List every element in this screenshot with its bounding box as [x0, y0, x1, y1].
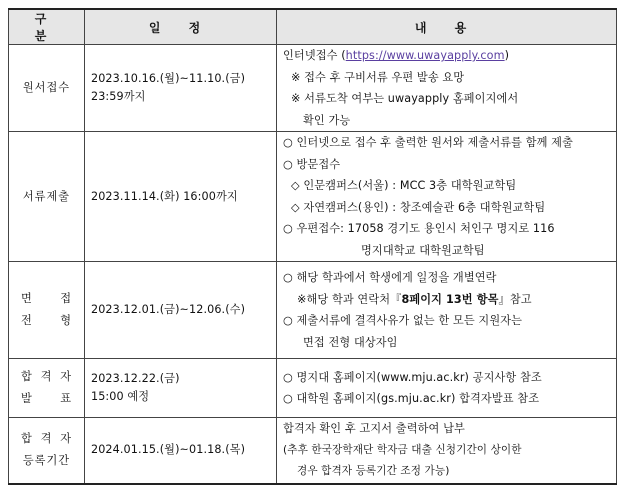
- content-line: ○ 해당 학과에서 학생에게 일정을 개별연락: [283, 271, 497, 284]
- schedule-line: 2023.12.22.(금): [91, 372, 180, 385]
- row-category: [9, 418, 85, 484]
- content-text: ): [504, 49, 510, 62]
- content-line: ○ 명지대 홈페이지(www.mju.ac.kr) 공지사항 참조: [283, 370, 542, 384]
- category-char: 발: [21, 392, 33, 405]
- content-line: ○ 제출서류에 결격사유가 없는 한 모든 지원자는: [283, 314, 523, 327]
- category-char: 격: [40, 432, 53, 446]
- category-line: [15, 310, 78, 332]
- content-line: (추후 한국장학재단 학자금 대출 신청기간이 상이한: [283, 443, 522, 456]
- content-text-bold: 8페이지 13번 항목: [401, 292, 499, 306]
- table-row-documents: [9, 132, 617, 262]
- category-line: [15, 428, 78, 450]
- content-line: ○ 대학원 홈페이지(gs.mju.ac.kr) 합격자발표 참조: [283, 392, 540, 405]
- category-char: 형: [60, 314, 72, 327]
- category-char: 합: [21, 370, 33, 383]
- category-char: 면: [21, 292, 33, 305]
- row-schedule: [85, 262, 277, 359]
- content-line: ○ 방문접수: [283, 157, 341, 171]
- schedule-line: 2024.01.15.(월)~01.18.(목): [91, 443, 246, 457]
- category-char: 자: [60, 432, 72, 446]
- row-schedule: [85, 418, 277, 484]
- row-content: [277, 45, 617, 132]
- category-char: 표: [60, 392, 72, 405]
- row-category: 원서접수: [9, 45, 85, 132]
- content-line: 경우 합격자 등록기간 조정 가능): [297, 465, 450, 477]
- content-line: 확인 가능: [303, 113, 351, 127]
- table-row-application: [9, 45, 617, 132]
- category-char: 접: [60, 292, 72, 305]
- row-content: [277, 132, 617, 262]
- content-line: ※ 서류도착 여부는 uwayapply 홈페이지에서: [291, 92, 519, 105]
- schedule-line: 2023.12.01.(금)~12.06.(수): [91, 303, 246, 316]
- category-line: [15, 388, 78, 410]
- row-schedule: [85, 132, 277, 262]
- uwayapply-link[interactable]: https://www.uwayapply.com: [345, 49, 505, 62]
- content-line: [283, 289, 610, 311]
- schedule-line: 2023.10.16.(월)~11.10.(금): [91, 72, 246, 85]
- content-text: ※해당 학과 연락처『: [297, 292, 402, 306]
- header-category: 구 분: [9, 9, 85, 45]
- category-line: [15, 288, 78, 310]
- table-row-interview: [9, 262, 617, 359]
- category-char: 격: [40, 370, 53, 383]
- schedule-line: 15:00 예정: [91, 390, 150, 403]
- table-row-registration: [9, 418, 617, 484]
- content-text: 』참고: [498, 292, 532, 306]
- category-char: 전: [21, 314, 33, 327]
- row-content: [277, 418, 617, 484]
- category-line: [15, 366, 78, 388]
- table-header-row: [9, 9, 617, 45]
- header-content: 내 용: [277, 9, 617, 45]
- content-line: ※ 접수 후 구비서류 우편 발송 요망: [291, 70, 465, 84]
- category-char: 자: [60, 370, 72, 383]
- content-line: 면접 전형 대상자임: [303, 335, 398, 349]
- content-text: 인터넷접수 (: [283, 49, 346, 62]
- row-content: [277, 262, 617, 359]
- category-line: 등록기간: [22, 454, 71, 468]
- content-line: ◇ 자연캠퍼스(용인) : 창조예술관 6층 대학원교학팀: [291, 200, 546, 214]
- content-line: ◇ 인문캠퍼스(서울) : MCC 3층 대학원교학팀: [291, 179, 517, 192]
- content-line: ○ 우편접수: 17058 경기도 용인시 처인구 명지로 116: [283, 222, 555, 235]
- content-line: 합격자 확인 후 고지서 출력하여 납부: [283, 422, 465, 435]
- row-schedule: [85, 359, 277, 418]
- row-category: [9, 262, 85, 359]
- schedule-line: 23:59까지: [91, 90, 146, 103]
- category-char: 합: [21, 432, 33, 446]
- row-content: [277, 359, 617, 418]
- header-schedule: 일 정: [85, 9, 277, 45]
- table-row-announcement: [9, 359, 617, 418]
- admission-schedule-table: [8, 8, 617, 485]
- content-line: 명지대학교 대학원교학팀: [361, 243, 485, 257]
- content-line: ○ 인터넷으로 접수 후 출력한 원서와 제출서류를 함께 제출: [283, 136, 573, 149]
- content-line: [283, 45, 610, 67]
- schedule-line: 2023.11.14.(화) 16:00까지: [91, 189, 238, 203]
- row-schedule: [85, 45, 277, 132]
- row-category: [9, 359, 85, 418]
- row-category: 서류제출: [9, 132, 85, 262]
